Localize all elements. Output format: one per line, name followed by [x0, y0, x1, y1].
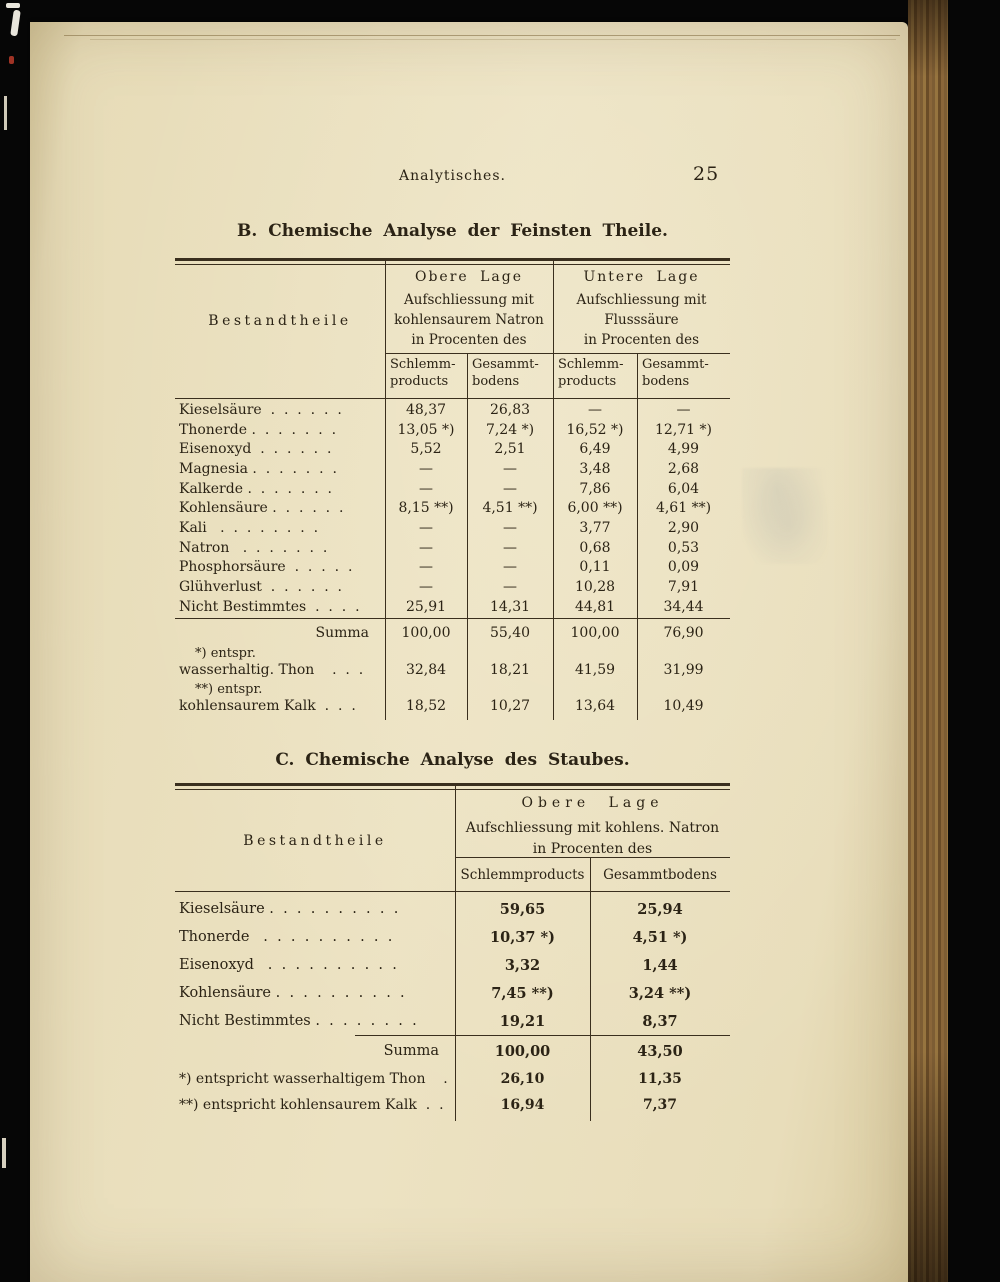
table-row	[175, 1007, 730, 1035]
cell-value: —	[503, 460, 517, 477]
cell-value: 5,52	[410, 441, 442, 458]
component-name: Natron . . . . . . .	[179, 539, 328, 556]
section-line: Aufschliessung mit	[404, 292, 534, 308]
cell-value: 6,00 **)	[567, 500, 623, 517]
footnote-row	[175, 682, 730, 715]
table-rule	[355, 1035, 730, 1036]
column-header-bestandtheile: Bestandtheile	[208, 313, 352, 329]
cell-value: 7,45 **)	[491, 984, 554, 1002]
cell-value: 4,99	[667, 441, 700, 458]
page-edge-line	[90, 39, 896, 40]
cell-value: 7,86	[579, 480, 611, 497]
table-row	[175, 895, 730, 923]
table-row	[175, 518, 730, 538]
cell-value: —	[588, 401, 602, 418]
footnote-label: **) entspr. kohlensaurem Kalk . . .	[179, 682, 356, 714]
cell-value: 0,09	[667, 559, 700, 576]
cell-value: 26,83	[489, 401, 531, 418]
cell-value: 3,77	[579, 519, 611, 536]
cell-value: 6,49	[579, 441, 611, 458]
table-b-body	[175, 400, 730, 617]
section-line: in Procenten des	[532, 841, 653, 857]
component-name: Thonerde . . . . . . .	[179, 421, 337, 438]
table-row	[175, 597, 730, 617]
component-name: Thonerde . . . . . . . . . .	[179, 929, 393, 945]
cell-value: 2,90	[667, 519, 700, 536]
cell-value: 100,00	[570, 625, 620, 641]
table-rule	[175, 264, 730, 265]
cell-value: 41,59	[574, 662, 616, 678]
cell-value: 32,84	[405, 662, 447, 678]
table-row	[175, 400, 730, 420]
table-row	[175, 498, 730, 518]
cell-value: 31,99	[663, 662, 704, 678]
table-row	[175, 439, 730, 459]
cell-value: 59,65	[499, 900, 546, 918]
component-name: Kieselsäure . . . . . .	[179, 401, 342, 418]
cell-value: 76,90	[663, 625, 704, 641]
cell-value: 0,11	[579, 559, 611, 576]
table-b	[175, 258, 730, 720]
cell-value: 11,35	[638, 1071, 682, 1087]
book-page	[30, 22, 908, 1282]
table-row	[175, 459, 730, 479]
subcolumn-header: Gesammt- bodens	[642, 357, 709, 389]
cell-value: 1,44	[642, 956, 678, 974]
component-name: Eisenoxyd . . . . . .	[179, 441, 332, 458]
component-name: Kieselsäure . . . . . . . . . .	[179, 901, 399, 917]
page-edge-line	[64, 35, 900, 36]
cell-value: 26,10	[500, 1071, 545, 1087]
cell-value: 13,64	[574, 698, 616, 714]
footnote-row	[175, 646, 730, 679]
running-head: Analytisches.	[399, 168, 506, 184]
component-name: Kalkerde . . . . . . .	[179, 480, 332, 497]
table-rule	[175, 618, 730, 619]
summa-label: Summa	[315, 625, 369, 641]
table-rule	[175, 783, 730, 786]
cell-value: —	[419, 539, 433, 556]
table-rule	[175, 789, 730, 790]
component-name: Kohlensäure . . . . . . . . . .	[179, 985, 405, 1001]
section-line: Aufschliessung mit	[576, 292, 707, 308]
cell-value: —	[419, 559, 433, 576]
table-rule	[175, 891, 730, 892]
cell-value: —	[503, 480, 517, 497]
cell-value: 100,00	[401, 625, 451, 641]
subcolumn-header: Gesammtbodens	[603, 867, 717, 883]
cell-value: 7,24 *)	[485, 421, 535, 438]
component-name: Glühverlust . . . . . .	[179, 579, 342, 596]
cell-value: 19,21	[499, 1012, 546, 1030]
component-name: Kohlensäure . . . . . .	[179, 500, 344, 517]
table-row	[175, 577, 730, 597]
cell-value: 12,71 *)	[655, 421, 712, 438]
table-c-title: C. Chemische Analyse des Staubes.	[275, 750, 630, 770]
scan-artifact	[10, 10, 21, 37]
section-line: Aufschliessung mit kohlens. Natron	[465, 820, 720, 836]
cell-value: 0,68	[579, 539, 611, 556]
cell-value: —	[676, 401, 691, 418]
cell-value: 16,94	[500, 1097, 545, 1113]
summa-row	[175, 1039, 730, 1063]
summa-row	[175, 622, 730, 644]
scan-artifact	[6, 3, 20, 8]
cell-value: 4,51 **)	[482, 500, 538, 517]
scan-artifact	[2, 1138, 6, 1168]
table-c-body	[175, 895, 730, 1035]
table-row	[175, 558, 730, 578]
cell-value: 10,37 *)	[490, 928, 555, 946]
obere-lage-header	[455, 793, 730, 860]
cell-value: —	[419, 460, 433, 477]
column-header-bestandtheile: Bestandtheile	[243, 833, 387, 849]
table-row	[175, 923, 730, 951]
section-title: Untere Lage	[583, 269, 700, 285]
cell-value: 25,91	[405, 598, 447, 615]
footnote-label: *) entspr. wasserhaltig. Thon . . .	[179, 646, 364, 678]
table-row	[175, 420, 730, 440]
cell-value: 2,51	[494, 441, 526, 458]
cell-value: 55,40	[489, 625, 531, 641]
subcolumn-header: Schlemm- products	[558, 357, 624, 389]
cell-value: 8,37	[642, 1012, 678, 1030]
cell-value: 13,05 *)	[397, 421, 455, 438]
cell-value: 3,48	[579, 460, 611, 477]
cell-value: 10,28	[574, 579, 616, 596]
table-b-title: B. Chemische Analyse der Feinsten Theile.	[237, 221, 668, 241]
cell-value: 14,31	[489, 598, 531, 615]
section-line: in Procenten des	[411, 332, 527, 348]
section-line: in Procenten des	[583, 332, 700, 348]
subcolumn-header: Schlemm- products	[390, 357, 456, 389]
cell-value: 10,27	[489, 698, 531, 714]
table-row	[175, 479, 730, 499]
cell-value: —	[419, 579, 433, 596]
cell-value: 10,49	[663, 698, 704, 714]
cell-value: 18,52	[405, 698, 447, 714]
cell-value: 16,52 *)	[566, 421, 624, 438]
scan-artifact	[4, 96, 7, 130]
footnote-row	[175, 1067, 730, 1091]
ink-bleed-through	[742, 468, 828, 564]
scan-artifact	[9, 56, 14, 64]
cell-value: 2,68	[667, 460, 700, 477]
subcolumn-header: Gesammt- bodens	[472, 357, 539, 389]
component-name: Eisenoxyd . . . . . . . . . .	[179, 957, 397, 973]
cell-value: —	[503, 559, 517, 576]
cell-value: 0,53	[667, 539, 700, 556]
cell-value: 25,94	[637, 900, 683, 918]
table-rule	[175, 258, 730, 261]
footnote-row	[175, 1093, 730, 1117]
table-row	[175, 979, 730, 1007]
page-number: 25	[693, 163, 720, 185]
cell-value: 7,91	[667, 579, 700, 596]
table-row	[175, 951, 730, 979]
cell-value: 6,04	[667, 480, 700, 497]
summa-label: Summa	[383, 1043, 439, 1059]
cell-value: —	[419, 480, 433, 497]
cell-value: —	[503, 539, 517, 556]
cell-value: 34,44	[663, 598, 704, 615]
cell-value: 3,32	[504, 956, 541, 974]
cell-value: —	[419, 519, 433, 536]
subcolumn-header: Schlemmproducts	[460, 867, 585, 883]
obere-lage-header	[385, 267, 553, 350]
book-fore-edge	[908, 0, 948, 1282]
untere-lage-header	[553, 267, 730, 350]
component-name: Phosphorsäure . . . . .	[179, 559, 353, 576]
section-title: Obere Lage	[414, 269, 524, 285]
cell-value: 4,61 **)	[655, 500, 712, 517]
cell-value: 100,00	[494, 1042, 551, 1060]
cell-value: 7,37	[642, 1097, 678, 1113]
table-rule	[385, 353, 730, 354]
cell-value: 3,24 **)	[628, 984, 692, 1002]
cell-value: 18,21	[489, 662, 531, 678]
table-row	[175, 538, 730, 558]
component-name: Kali . . . . . . . .	[179, 519, 319, 536]
cell-value: 44,81	[574, 598, 616, 615]
section-title: Obere Lage	[521, 795, 664, 811]
section-line: kohlensaurem Natron	[394, 312, 544, 328]
component-name: Nicht Bestimmtes . . . .	[179, 598, 360, 615]
table-c	[175, 783, 730, 1121]
cell-value: 48,37	[405, 401, 447, 418]
component-name: Nicht Bestimmtes . . . . . . . .	[179, 1013, 417, 1029]
section-line: Flusssäure	[604, 312, 679, 328]
cell-value: 8,15 **)	[398, 500, 454, 517]
cell-value: 43,50	[637, 1042, 683, 1060]
cell-value: —	[503, 519, 517, 536]
cell-value: —	[503, 579, 517, 596]
footnote-label: **) entspricht kohlensaurem Kalk . .	[179, 1097, 444, 1113]
cell-value: 4,51 *)	[632, 928, 688, 946]
component-name: Magnesia . . . . . . .	[179, 460, 337, 477]
footnote-label: *) entspricht wasserhaltigem Thon .	[179, 1071, 448, 1087]
